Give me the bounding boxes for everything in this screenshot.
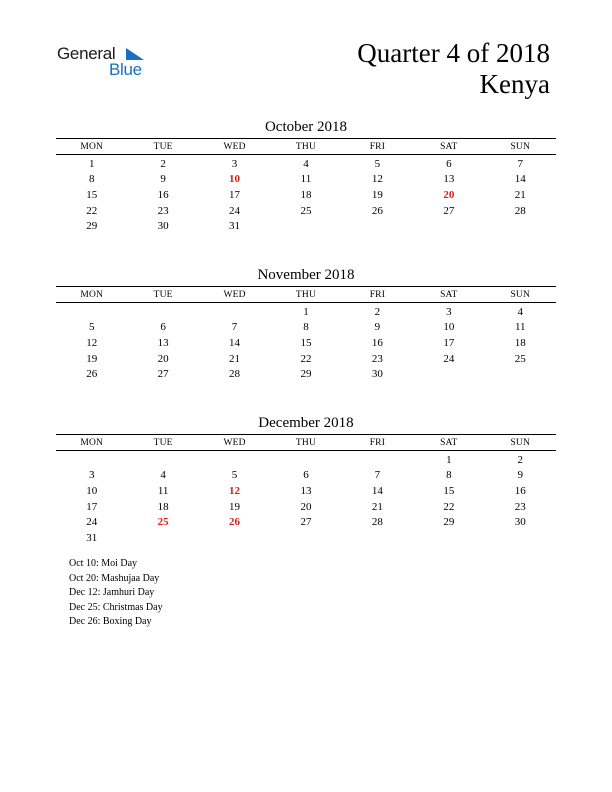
quarter-title: Quarter 4 of 2018 — [357, 38, 550, 68]
holiday-day-cell: 25 — [157, 516, 169, 529]
day-cell: 4 — [517, 305, 523, 318]
holiday-item: Oct 20: Mashujaa Day — [69, 572, 160, 584]
day-cell: 11 — [300, 173, 312, 186]
week-row — [56, 351, 556, 367]
day-cell: 24 — [229, 204, 241, 217]
day-cell: 11 — [157, 484, 169, 497]
holiday-day-cell: 10 — [229, 173, 241, 186]
weekday-label: THU — [295, 289, 317, 300]
week-row — [56, 335, 556, 351]
day-cell: 1 — [446, 453, 452, 466]
page-title — [357, 38, 550, 100]
holiday-item: Dec 26: Boxing Day — [69, 616, 152, 627]
week-row — [56, 320, 556, 336]
day-cell: 23 — [371, 352, 383, 365]
month-october — [56, 117, 556, 234]
month-november — [56, 265, 556, 382]
day-cell: 15 — [443, 484, 455, 497]
weekday-label: FRI — [369, 437, 386, 448]
day-cell: 16 — [157, 188, 169, 201]
month-december — [56, 413, 556, 546]
day-cell: 16 — [514, 484, 526, 497]
week-row — [56, 366, 556, 382]
weekday-label: FRI — [369, 141, 386, 152]
day-cell: 20 — [300, 500, 312, 513]
weekday-label: MON — [80, 141, 104, 152]
day-cell: 14 — [229, 336, 241, 349]
day-cell: 7 — [231, 321, 238, 334]
day-cell: 24 — [86, 516, 98, 529]
week-row — [56, 218, 556, 234]
day-cell: 25 — [300, 204, 312, 217]
day-cell: 27 — [300, 516, 312, 529]
day-cell: 2 — [374, 305, 381, 318]
day-cell: 22 — [300, 352, 312, 365]
day-cell: 18 — [514, 336, 526, 349]
week-row — [56, 203, 556, 219]
holiday-item: Dec 12: Jamhuri Day — [69, 587, 155, 598]
day-cell: 13 — [300, 484, 312, 497]
day-cell: 17 — [86, 500, 98, 513]
day-cell: 5 — [88, 321, 95, 334]
weekday-label: TUE — [153, 141, 173, 152]
day-cell: 17 — [229, 188, 241, 201]
month-grid — [56, 304, 556, 382]
day-cell: 5 — [374, 157, 381, 170]
day-cell: 30 — [514, 516, 526, 529]
day-cell: 21 — [514, 188, 526, 201]
weekday-label: FRI — [369, 289, 386, 300]
day-cell: 1 — [303, 305, 309, 318]
week-row — [56, 530, 556, 546]
day-cell: 6 — [303, 469, 309, 482]
day-cell: 23 — [157, 204, 169, 217]
day-cell: 4 — [160, 469, 166, 482]
day-cell: 26 — [86, 368, 98, 381]
day-cell: 27 — [443, 204, 455, 217]
day-cell: 7 — [517, 157, 523, 170]
week-row — [56, 483, 556, 499]
day-cell: 21 — [371, 500, 383, 513]
day-cell: 22 — [86, 204, 98, 217]
weekday-label: THU — [295, 141, 317, 152]
weekday-label: SAT — [440, 289, 458, 300]
weekday-label: MON — [80, 289, 104, 300]
weekday-header — [56, 138, 556, 155]
day-cell: 28 — [371, 516, 383, 529]
week-row — [56, 452, 556, 468]
day-cell: 8 — [446, 469, 452, 482]
day-cell: 15 — [300, 336, 312, 349]
day-cell: 10 — [443, 321, 455, 334]
logo-blue-text: Blue — [109, 60, 142, 79]
week-row — [56, 499, 556, 515]
weekday-label: SAT — [440, 141, 458, 152]
day-cell: 19 — [86, 352, 98, 365]
country-title: Kenya — [479, 69, 550, 99]
weekday-label: WED — [223, 141, 246, 152]
weekday-label: SUN — [510, 437, 531, 448]
day-cell: 9 — [374, 321, 381, 334]
week-row — [56, 468, 556, 484]
week-row — [56, 172, 556, 188]
day-cell: 28 — [229, 368, 241, 381]
day-cell: 2 — [160, 157, 166, 170]
day-cell: 19 — [371, 188, 383, 201]
day-cell: 31 — [86, 531, 98, 544]
day-cell: 24 — [443, 352, 455, 365]
weekday-label: WED — [223, 289, 246, 300]
month-title: December 2018 — [258, 415, 354, 431]
weekday-label: SUN — [510, 141, 531, 152]
month-title: November 2018 — [257, 267, 355, 283]
day-cell: 4 — [303, 157, 309, 170]
month-grid — [56, 452, 556, 546]
day-cell: 29 — [300, 368, 312, 381]
day-cell: 9 — [160, 173, 166, 186]
day-cell: 19 — [229, 500, 241, 513]
day-cell: 6 — [446, 157, 452, 170]
holiday-day-cell: 12 — [229, 484, 241, 497]
day-cell: 25 — [514, 352, 526, 365]
day-cell: 12 — [371, 173, 383, 186]
week-row — [56, 187, 556, 203]
logo-general-text: General — [57, 44, 116, 63]
weekday-label: TUE — [153, 437, 173, 448]
day-cell: 7 — [374, 469, 381, 482]
day-cell: 3 — [446, 305, 452, 318]
week-row — [56, 156, 556, 172]
holiday-item: Dec 25: Christmas Day — [69, 601, 163, 613]
holiday-list — [69, 557, 163, 630]
day-cell: 3 — [231, 157, 238, 170]
weekday-label: MON — [80, 437, 104, 448]
weekday-label: THU — [295, 437, 317, 448]
day-cell: 21 — [229, 352, 241, 365]
day-cell: 17 — [443, 336, 455, 349]
day-cell: 31 — [229, 220, 241, 233]
day-cell: 9 — [517, 469, 523, 482]
day-cell: 11 — [514, 321, 526, 334]
day-cell: 18 — [300, 188, 312, 201]
day-cell: 8 — [88, 173, 95, 186]
weekday-label: SAT — [440, 437, 458, 448]
day-cell: 8 — [303, 321, 309, 334]
day-cell: 14 — [514, 173, 526, 186]
weekday-label: WED — [223, 437, 246, 448]
day-cell: 30 — [157, 220, 169, 233]
holiday-day-cell: 20 — [443, 188, 455, 201]
day-cell: 29 — [86, 220, 98, 233]
day-cell: 20 — [157, 352, 169, 365]
month-grid — [56, 156, 556, 234]
holiday-item: Oct 10: Moi Day — [69, 558, 138, 569]
week-row — [56, 304, 556, 320]
day-cell: 28 — [514, 204, 526, 217]
day-cell: 23 — [514, 500, 526, 513]
weekday-label: TUE — [153, 289, 173, 300]
holiday-day-cell: 26 — [229, 516, 241, 529]
day-cell: 13 — [443, 173, 455, 186]
day-cell: 15 — [86, 188, 98, 201]
day-cell: 6 — [160, 321, 166, 334]
day-cell: 10 — [86, 484, 98, 497]
day-cell: 29 — [443, 516, 455, 529]
day-cell: 13 — [157, 336, 169, 349]
day-cell: 30 — [371, 368, 383, 381]
month-title: October 2018 — [264, 119, 348, 135]
day-cell: 16 — [371, 336, 383, 349]
day-cell: 2 — [517, 453, 523, 466]
week-row — [56, 514, 556, 530]
day-cell: 14 — [371, 484, 383, 497]
day-cell: 5 — [231, 469, 238, 482]
weekday-header — [56, 286, 556, 303]
weekday-header — [56, 434, 556, 451]
day-cell: 3 — [88, 469, 95, 482]
day-cell: 18 — [157, 500, 169, 513]
weekday-label: SUN — [510, 289, 531, 300]
day-cell: 22 — [443, 500, 455, 513]
logo — [57, 44, 157, 80]
day-cell: 12 — [86, 336, 98, 349]
day-cell: 26 — [371, 204, 383, 217]
day-cell: 1 — [88, 157, 95, 170]
day-cell: 27 — [157, 368, 169, 381]
